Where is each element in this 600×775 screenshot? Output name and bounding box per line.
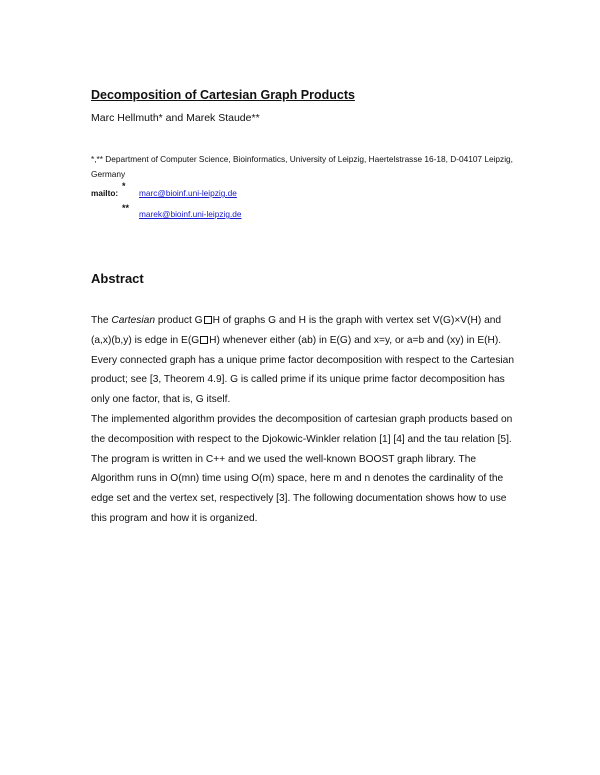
text-run: The	[91, 315, 112, 326]
mailto-label: mailto:	[91, 188, 119, 198]
email-marker: *	[122, 181, 126, 191]
text-run: product G	[155, 315, 203, 326]
text-run: H) whenever either (ab) in E(G) and x=y, or a=b and (xy) in E(H). Every connected graph has a unique prime factor decomposition with respect to the Cartesian product; see [3, Theorem 4.9]. G is called prime if its unique prime factor decomposition has only one factor, that is, G itself.	[91, 334, 515, 406]
text-run: H of graphs G and H is the graph with vertex set V(G)×V(H) and (a,x)(b,y) is edge in E(G	[91, 315, 502, 346]
email-marker: **	[122, 203, 130, 213]
email-link-marc[interactable]: marc@bioinf.uni-leipzig.de	[139, 188, 237, 198]
box-product-symbol	[204, 316, 212, 324]
box-product-symbol	[200, 336, 208, 344]
abstract-paragraph-1	[91, 311, 516, 410]
text-run-italic: Cartesian	[111, 315, 155, 326]
email-link-marek[interactable]: marek@bioinf.uni-leipzig.de	[139, 209, 242, 219]
abstract-body	[91, 311, 516, 529]
paper-title: Decomposition of Cartesian Graph Products	[91, 88, 355, 102]
affiliation: *,** Department of Computer Science, Bioinformatics, University of Leipzig, Haertelstrasse 16-18, D-04107 Leipzig, Germany	[91, 154, 513, 179]
author-line: Marc Hellmuth* and Marek Staude**	[91, 112, 260, 124]
abstract-heading: Abstract	[91, 271, 144, 286]
abstract-paragraph-2: The implemented algorithm provides the decomposition of cartesian graph products based on the decomposition with respect to the Djokowic-Winkler relation [1] [4] and the tau relation [5]. The program is written in C++ and we used the well-known BOOST graph library. The Algorithm runs in O(mn) time using O(m) space, here m and n denotes the cardinality of the edge set and the vertex set, respectively [3]. The following documentation shows how to use this program and how it is organized.	[91, 413, 513, 524]
